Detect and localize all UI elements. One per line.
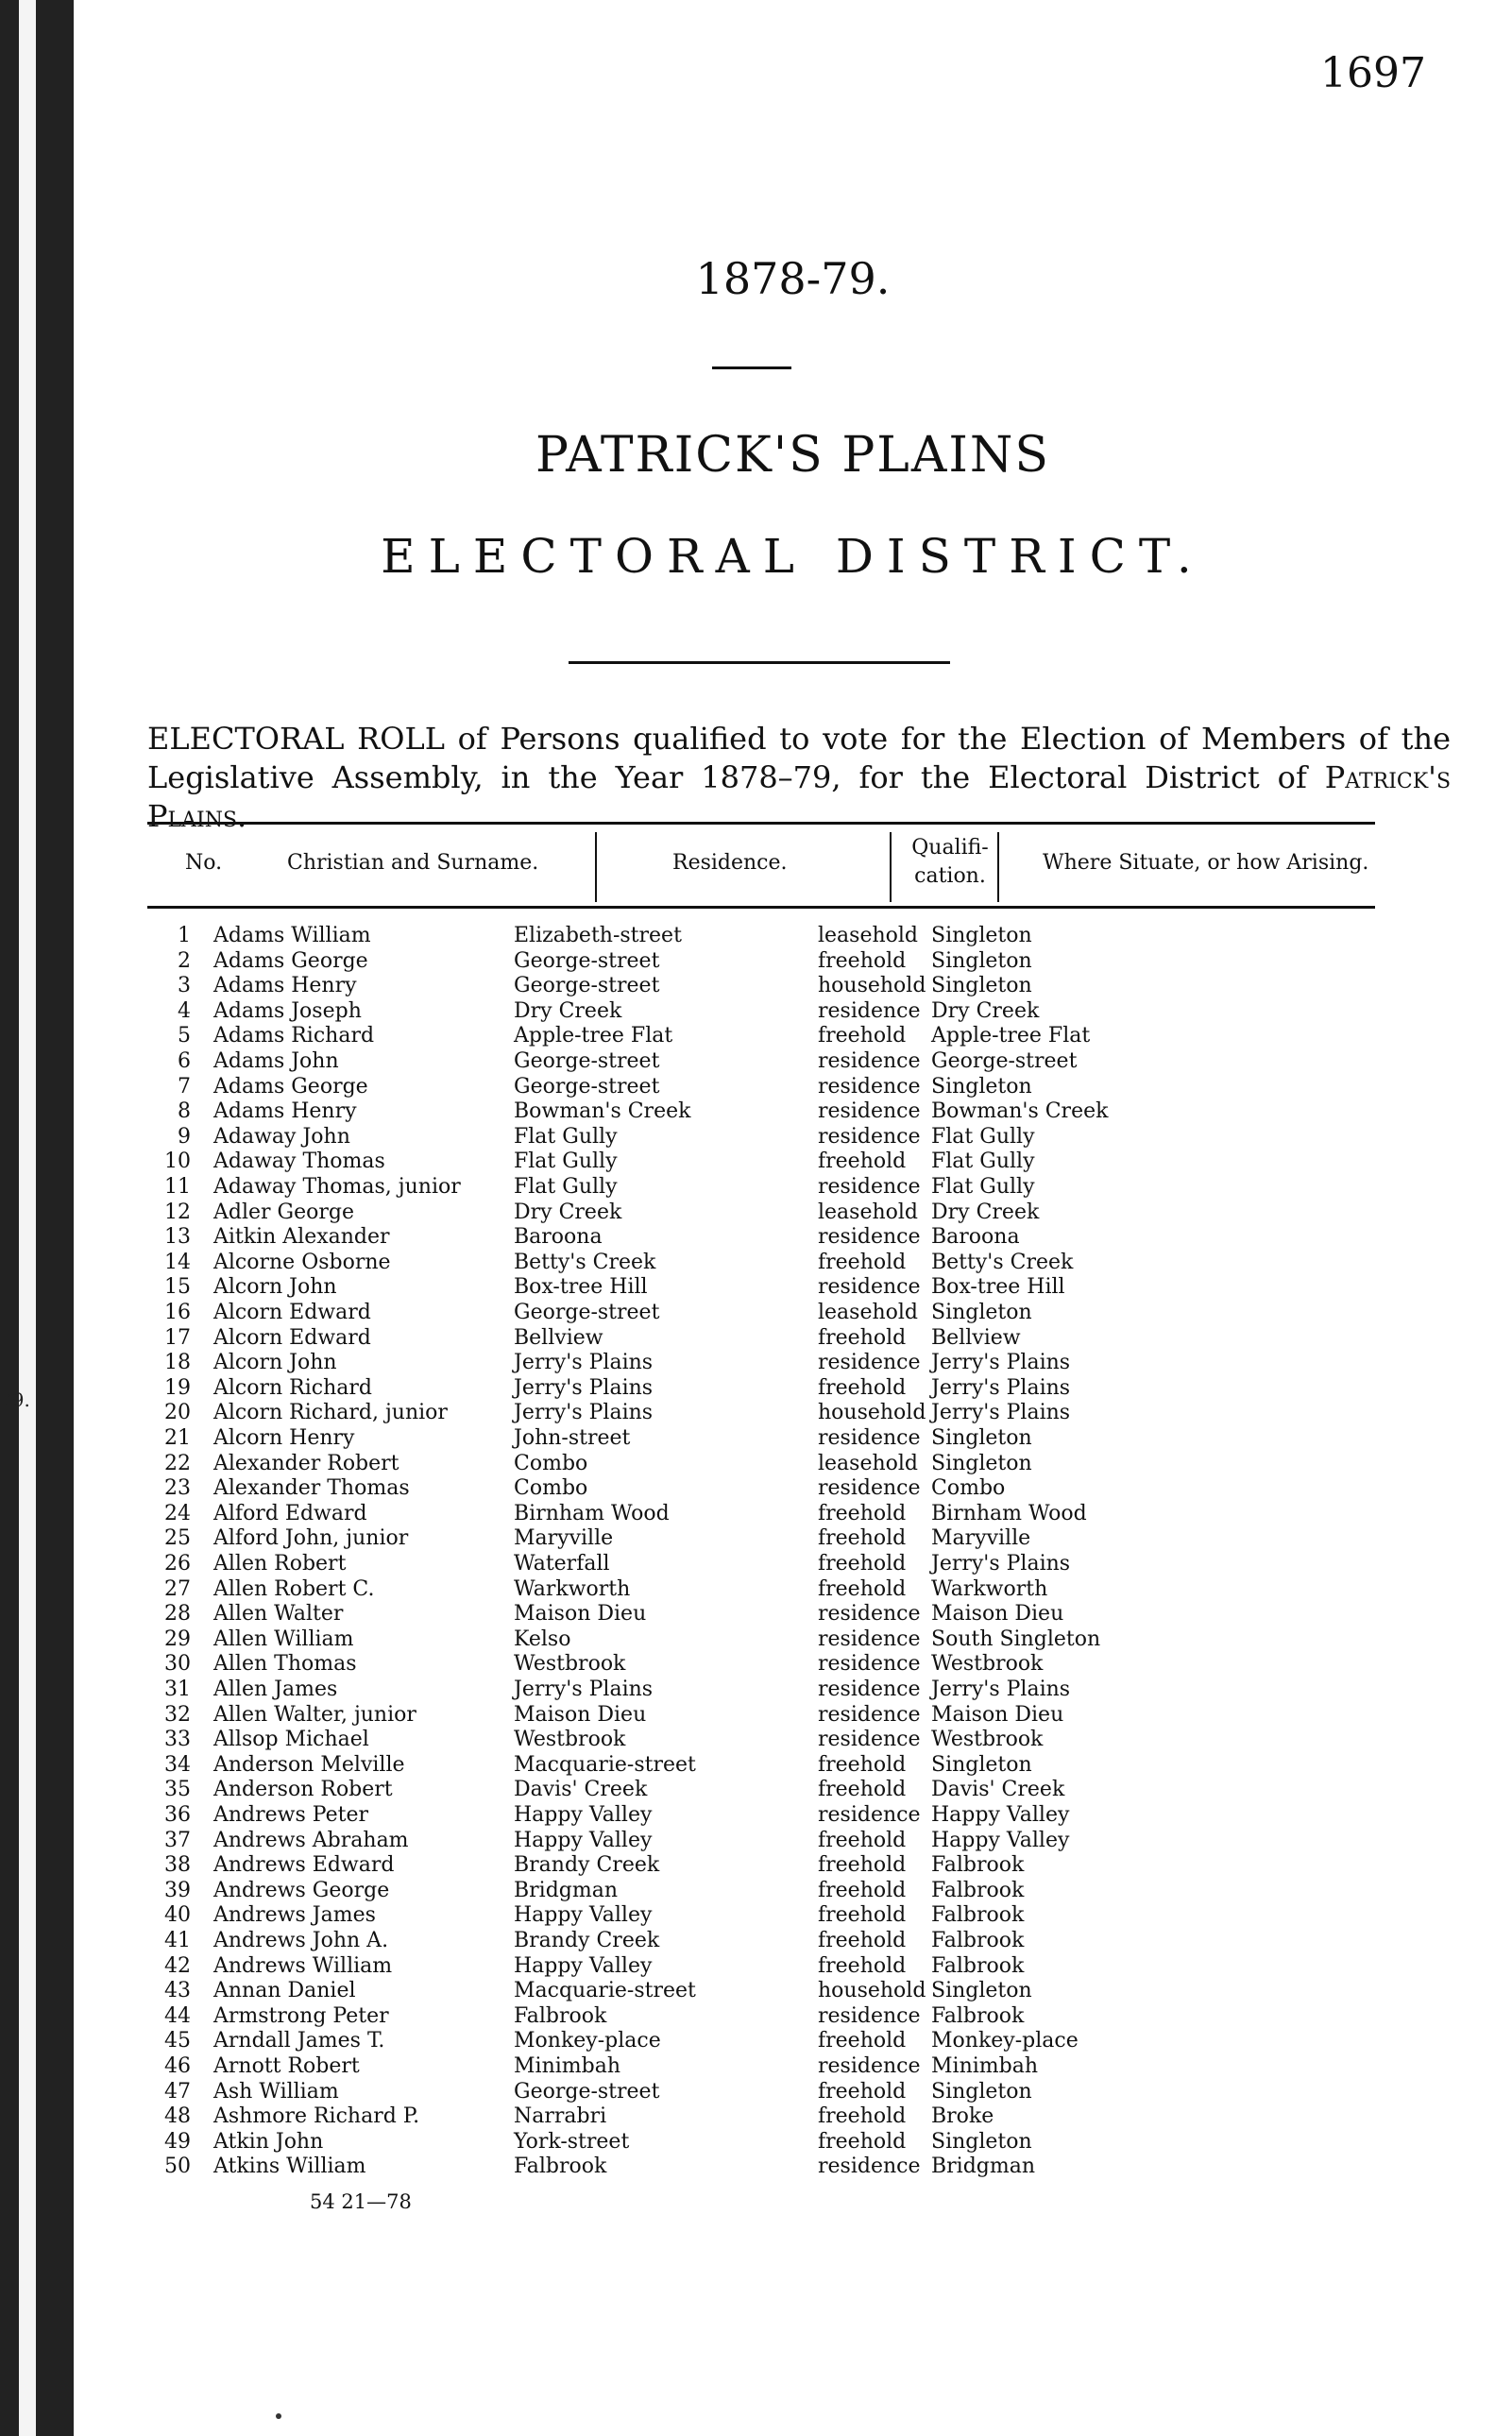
cell-where: Westbrook: [931, 1652, 1044, 1677]
cell-qualification: residence: [818, 1728, 921, 1752]
cell-where: Minimbah: [931, 2054, 1038, 2078]
cell-name: Allen William: [213, 1627, 354, 1651]
header-no: No.: [185, 851, 223, 875]
cell-where: Jerry's Plains: [931, 1401, 1071, 1425]
cell-number: 20: [164, 1401, 191, 1425]
cell-qualification: residence: [818, 1627, 921, 1651]
cell-number: 37: [164, 1828, 191, 1852]
cell-where: Singleton: [931, 924, 1032, 947]
cell-name: Anderson Robert: [213, 1778, 393, 1802]
cell-name: Alcorn Richard: [213, 1375, 372, 1400]
cell-where: Jerry's Plains: [931, 1552, 1071, 1576]
margin-fragment-dot: .: [0, 1450, 7, 1473]
cell-number: 38: [164, 1853, 191, 1878]
cell-residence: George-street: [514, 1301, 660, 1324]
cell-name: Alexander Thomas: [213, 1476, 410, 1501]
cell-number: 3: [178, 974, 191, 998]
cell-where: Jerry's Plains: [931, 1678, 1071, 1701]
cell-number: 6: [178, 1049, 191, 1073]
cell-name: Andrews William: [213, 1953, 393, 1978]
district-subtitle: ELECTORAL DISTRICT.: [381, 529, 1205, 584]
cell-name: Andrews John A.: [213, 1929, 389, 1952]
cell-qualification: freehold: [818, 1953, 907, 1978]
cell-name: Ashmore Richard P.: [213, 2104, 420, 2129]
header-divider: [595, 832, 597, 902]
cell-name: Adaway Thomas, junior: [213, 1175, 461, 1199]
cell-name: Atkin John: [213, 2129, 324, 2154]
cell-where: Singleton: [931, 1426, 1032, 1450]
cell-name: Adaway John: [213, 1124, 350, 1149]
cell-residence: Jerry's Plains: [514, 1375, 654, 1400]
cell-residence: Box-tree Hill: [514, 1275, 648, 1300]
cell-where: Betty's Creek: [931, 1250, 1074, 1274]
cell-qualification: residence: [818, 2155, 921, 2179]
cell-name: Ash William: [213, 2079, 339, 2104]
cell-where: Maison Dieu: [931, 1602, 1064, 1627]
cell-where: Falbrook: [931, 1853, 1025, 1878]
cell-where: Singleton: [931, 1451, 1032, 1475]
cell-name: Adaway Thomas: [213, 1150, 385, 1174]
cell-qualification: leasehold: [818, 924, 919, 947]
cell-where: Apple-tree Flat: [931, 1024, 1091, 1048]
cell-number: 5: [178, 1024, 191, 1048]
cell-qualification: freehold: [818, 2104, 907, 2129]
cell-where: Falbrook: [931, 1878, 1025, 1902]
cell-name: Adams John: [213, 1049, 339, 1073]
cell-number: 2: [178, 948, 191, 973]
cell-number: 36: [164, 1803, 191, 1827]
cell-number: 40: [164, 1903, 191, 1928]
header-residence: Residence.: [672, 851, 788, 875]
cell-number: 15: [164, 1275, 191, 1300]
cell-number: 27: [164, 1576, 191, 1601]
cell-where: Singleton: [931, 2129, 1032, 2154]
cell-number: 35: [164, 1778, 191, 1802]
cell-number: 34: [164, 1752, 191, 1777]
margin-fragment-year: 79.: [0, 1388, 30, 1411]
long-rule: [569, 661, 950, 664]
cell-qualification: residence: [818, 2054, 921, 2078]
cell-qualification: freehold: [818, 2029, 907, 2053]
header-divider: [890, 832, 892, 902]
cell-residence: Davis' Creek: [514, 1778, 648, 1802]
cell-residence: Birnham Wood: [514, 1501, 670, 1525]
cell-residence: Macquarie-street: [514, 1979, 696, 2003]
cell-qualification: residence: [818, 1175, 921, 1199]
cell-residence: Bellview: [514, 1325, 603, 1350]
cell-name: Adams George: [213, 1074, 368, 1099]
cell-residence: Happy Valley: [514, 1953, 653, 1978]
cell-where: Warkworth: [931, 1576, 1048, 1601]
cell-residence: Bridgman: [514, 1878, 619, 1902]
cell-qualification: freehold: [818, 1325, 907, 1350]
roll-introduction: [147, 720, 1451, 836]
cell-number: 42: [164, 1953, 191, 1978]
cell-name: Allen Walter, junior: [213, 1702, 416, 1727]
cell-where: Jerry's Plains: [931, 1351, 1071, 1375]
cell-residence: Jerry's Plains: [514, 1678, 654, 1701]
cell-residence: George-street: [514, 2079, 660, 2104]
cell-name: Arnott Robert: [213, 2054, 360, 2078]
cell-name: Arndall James T.: [213, 2029, 385, 2053]
cell-residence: Bowman's Creek: [514, 1099, 691, 1124]
page-number: 1697: [1320, 49, 1426, 97]
print-code: 54 21—78: [310, 2190, 412, 2213]
cell-number: 41: [164, 1929, 191, 1952]
cell-residence: Combo: [514, 1451, 588, 1475]
cell-where: Monkey-place: [931, 2029, 1079, 2053]
cell-name: Alford John, junior: [213, 1526, 409, 1551]
document-page: [74, 0, 1512, 2436]
cell-where: Flat Gully: [931, 1124, 1035, 1149]
cell-residence: George-street: [514, 948, 660, 973]
cell-qualification: freehold: [818, 1828, 907, 1852]
cell-where: Singleton: [931, 974, 1032, 998]
cell-qualification: freehold: [818, 1903, 907, 1928]
header-where: Where Situate, or how Arising.: [1043, 851, 1369, 875]
cell-residence: Flat Gully: [514, 1150, 618, 1174]
cell-number: 44: [164, 2003, 191, 2028]
cell-residence: John-street: [514, 1426, 631, 1450]
cell-name: Adams Henry: [213, 974, 357, 998]
cell-number: 49: [164, 2129, 191, 2154]
cell-number: 32: [164, 1702, 191, 1727]
cell-qualification: freehold: [818, 1501, 907, 1525]
cell-name: Alcorn John: [213, 1275, 337, 1300]
cell-residence: Minimbah: [514, 2054, 620, 2078]
left-page-edge-paper: [19, 0, 36, 2436]
cell-number: 46: [164, 2054, 191, 2078]
cell-where: Singleton: [931, 948, 1032, 973]
table-header: [147, 822, 1375, 909]
cell-residence: Westbrook: [514, 1728, 626, 1752]
cell-where: Jerry's Plains: [931, 1375, 1071, 1400]
cell-where: Maison Dieu: [931, 1702, 1064, 1727]
cell-name: Alcorne Osborne: [213, 1250, 391, 1274]
cell-number: 47: [164, 2079, 191, 2104]
cell-name: Alexander Robert: [213, 1451, 399, 1475]
cell-name: Annan Daniel: [213, 1979, 356, 2003]
cell-number: 31: [164, 1678, 191, 1701]
cell-residence: Monkey-place: [514, 2029, 661, 2053]
cell-residence: Westbrook: [514, 1652, 626, 1677]
cell-where: South Singleton: [931, 1627, 1101, 1651]
cell-residence: York-street: [514, 2129, 630, 2154]
cell-qualification: freehold: [818, 2129, 907, 2154]
cell-name: Adams William: [213, 924, 371, 947]
cell-name: Allsop Michael: [213, 1728, 369, 1752]
cell-name: Armstrong Peter: [213, 2003, 389, 2028]
cell-number: 18: [164, 1351, 191, 1375]
cell-where: Combo: [931, 1476, 1006, 1501]
cell-residence: Betty's Creek: [514, 1250, 656, 1274]
cell-qualification: freehold: [818, 1929, 907, 1952]
district-title: PATRICK'S PLAINS: [535, 427, 1051, 484]
ink-speck: [276, 2413, 281, 2419]
cell-where: Baroona: [931, 1225, 1020, 1250]
left-page-edge: [0, 0, 74, 2436]
cell-qualification: residence: [818, 1351, 921, 1375]
cell-where: Birnham Wood: [931, 1501, 1087, 1525]
cell-where: Falbrook: [931, 1903, 1025, 1928]
cell-number: 39: [164, 1878, 191, 1902]
cell-number: 50: [164, 2155, 191, 2179]
cell-qualification: freehold: [818, 1552, 907, 1576]
cell-name: Andrews Abraham: [213, 1828, 409, 1852]
cell-name: Allen Thomas: [213, 1652, 357, 1677]
cell-residence: Maison Dieu: [514, 1602, 647, 1627]
cell-residence: Dry Creek: [514, 998, 622, 1023]
cell-name: Alcorn John: [213, 1351, 337, 1375]
cell-residence: Waterfall: [514, 1552, 610, 1576]
cell-qualification: freehold: [818, 1150, 907, 1174]
cell-where: Bridgman: [931, 2155, 1036, 2179]
cell-name: Alcorn Henry: [213, 1426, 355, 1450]
cell-qualification: freehold: [818, 948, 907, 973]
cell-residence: Combo: [514, 1476, 588, 1501]
cell-number: 43: [164, 1979, 191, 2003]
cell-where: Dry Creek: [931, 998, 1040, 1023]
cell-name: Andrews James: [213, 1903, 376, 1928]
cell-qualification: residence: [818, 1476, 921, 1501]
cell-number: 21: [164, 1426, 191, 1450]
cell-number: 12: [164, 1200, 191, 1224]
cell-qualification: freehold: [818, 2079, 907, 2104]
cell-qualification: freehold: [818, 1375, 907, 1400]
cell-number: 24: [164, 1501, 191, 1525]
intro-text: ELECTORAL ROLL of Persons qualified to vote for the Election of Members of the Legislative Assembly, in the Year 1878–79, for the Electoral District of: [147, 721, 1451, 795]
cell-residence: Falbrook: [514, 2155, 607, 2179]
cell-number: 30: [164, 1652, 191, 1677]
cell-residence: George-street: [514, 1049, 660, 1073]
cell-number: 22: [164, 1451, 191, 1475]
cell-name: Alford Edward: [213, 1501, 367, 1525]
cell-qualification: residence: [818, 1426, 921, 1450]
cell-residence: Jerry's Plains: [514, 1401, 654, 1425]
cell-where: Singleton: [931, 2079, 1032, 2104]
cell-number: 4: [178, 998, 191, 1023]
cell-number: 13: [164, 1225, 191, 1250]
intro-district: Patrick's Plains.: [147, 759, 1452, 834]
cell-number: 16: [164, 1301, 191, 1324]
cell-where: Singleton: [931, 1074, 1032, 1099]
cell-where: Falbrook: [931, 1929, 1025, 1952]
cell-number: 9: [178, 1124, 191, 1149]
cell-number: 19: [164, 1375, 191, 1400]
cell-name: Adams Joseph: [213, 998, 362, 1023]
cell-where: Dry Creek: [931, 1200, 1040, 1224]
cell-name: Adams Henry: [213, 1099, 357, 1124]
cell-qualification: household: [818, 1401, 926, 1425]
cell-residence: Maison Dieu: [514, 1702, 647, 1727]
cell-number: 48: [164, 2104, 191, 2129]
cell-qualification: residence: [818, 1275, 921, 1300]
cell-qualification: leasehold: [818, 1451, 919, 1475]
cell-name: Allen Walter: [213, 1602, 344, 1627]
cell-name: Adler George: [213, 1200, 354, 1224]
cell-number: 23: [164, 1476, 191, 1501]
cell-where: Flat Gully: [931, 1150, 1035, 1174]
cell-number: 8: [178, 1099, 191, 1124]
cell-qualification: residence: [818, 1074, 921, 1099]
cell-residence: Elizabeth-street: [514, 924, 682, 947]
cell-qualification: household: [818, 1979, 926, 2003]
cell-residence: George-street: [514, 974, 660, 998]
cell-name: Andrews Peter: [213, 1803, 369, 1827]
cell-residence: Jerry's Plains: [514, 1351, 654, 1375]
cell-residence: George-street: [514, 1074, 660, 1099]
cell-qualification: freehold: [818, 1778, 907, 1802]
cell-where: Singleton: [931, 1301, 1032, 1324]
cell-name: Adams Richard: [213, 1024, 375, 1048]
cell-name: Adams George: [213, 948, 368, 973]
cell-residence: Warkworth: [514, 1576, 631, 1601]
header-divider: [997, 832, 999, 902]
cell-residence: Flat Gully: [514, 1124, 618, 1149]
cell-name: Alcorn Edward: [213, 1301, 371, 1324]
cell-qualification: residence: [818, 1124, 921, 1149]
cell-residence: Maryville: [514, 1526, 614, 1551]
cell-qualification: residence: [818, 1602, 921, 1627]
cell-qualification: freehold: [818, 1576, 907, 1601]
cell-residence: Brandy Creek: [514, 1853, 660, 1878]
cell-residence: Dry Creek: [514, 1200, 622, 1224]
cell-qualification: residence: [818, 998, 921, 1023]
cell-where: Maryville: [931, 1526, 1031, 1551]
cell-number: 33: [164, 1728, 191, 1752]
cell-where: George-street: [931, 1049, 1078, 1073]
cell-where: Bellview: [931, 1325, 1021, 1350]
cell-where: Happy Valley: [931, 1828, 1070, 1852]
cell-name: Atkins William: [213, 2155, 366, 2179]
cell-name: Allen Robert: [213, 1552, 347, 1576]
cell-name: Alcorn Edward: [213, 1325, 371, 1350]
cell-qualification: freehold: [818, 1250, 907, 1274]
cell-qualification: residence: [818, 1225, 921, 1250]
cell-where: Box-tree Hill: [931, 1275, 1065, 1300]
cell-qualification: household: [818, 974, 926, 998]
roll-year: 1878-79.: [695, 253, 891, 304]
cell-number: 10: [164, 1150, 191, 1174]
cell-number: 29: [164, 1627, 191, 1651]
cell-where: Flat Gully: [931, 1175, 1035, 1199]
cell-residence: Happy Valley: [514, 1903, 653, 1928]
cell-name: Anderson Melville: [213, 1752, 405, 1777]
cell-number: 45: [164, 2029, 191, 2053]
cell-number: 14: [164, 1250, 191, 1274]
cell-where: Broke: [931, 2104, 994, 2129]
cell-number: 7: [178, 1074, 191, 1099]
cell-qualification: residence: [818, 1678, 921, 1701]
cell-where: Bowman's Creek: [931, 1099, 1109, 1124]
cell-where: Singleton: [931, 1979, 1032, 2003]
cell-name: Andrews Edward: [213, 1853, 395, 1878]
cell-where: Falbrook: [931, 1953, 1025, 1978]
cell-name: Allen Robert C.: [213, 1576, 375, 1601]
cell-qualification: residence: [818, 1803, 921, 1827]
cell-residence: Kelso: [514, 1627, 571, 1651]
cell-qualification: freehold: [818, 1853, 907, 1878]
cell-where: Westbrook: [931, 1728, 1044, 1752]
cell-qualification: freehold: [818, 1752, 907, 1777]
cell-qualification: residence: [818, 1099, 921, 1124]
cell-qualification: residence: [818, 1049, 921, 1073]
cell-number: 26: [164, 1552, 191, 1576]
cell-where: Singleton: [931, 1752, 1032, 1777]
cell-name: Allen James: [213, 1678, 338, 1701]
cell-residence: Narrabri: [514, 2104, 607, 2129]
cell-residence: Flat Gully: [514, 1175, 618, 1199]
header-name: Christian and Surname.: [287, 851, 539, 875]
cell-number: 28: [164, 1602, 191, 1627]
cell-where: Falbrook: [931, 2003, 1025, 2028]
cell-qualification: leasehold: [818, 1301, 919, 1324]
cell-qualification: leasehold: [818, 1200, 919, 1224]
short-rule: [712, 366, 791, 369]
cell-residence: Apple-tree Flat: [514, 1024, 673, 1048]
cell-residence: Brandy Creek: [514, 1929, 660, 1952]
cell-qualification: residence: [818, 2003, 921, 2028]
cell-number: 11: [164, 1175, 191, 1199]
cell-number: 17: [164, 1325, 191, 1350]
cell-where: Happy Valley: [931, 1803, 1070, 1827]
cell-residence: Baroona: [514, 1225, 603, 1250]
cell-residence: Happy Valley: [514, 1803, 653, 1827]
cell-qualification: freehold: [818, 1024, 907, 1048]
cell-qualification: freehold: [818, 1526, 907, 1551]
header-qualification: Qualifi- cation.: [911, 836, 989, 888]
cell-name: Aitkin Alexander: [213, 1225, 390, 1250]
cell-number: 1: [178, 924, 191, 947]
cell-name: Alcorn Richard, junior: [213, 1401, 448, 1425]
cell-number: 25: [164, 1526, 191, 1551]
cell-name: Andrews George: [213, 1878, 390, 1902]
cell-qualification: freehold: [818, 1878, 907, 1902]
cell-qualification: residence: [818, 1702, 921, 1727]
cell-qualification: residence: [818, 1652, 921, 1677]
cell-where: Davis' Creek: [931, 1778, 1065, 1802]
cell-residence: Macquarie-street: [514, 1752, 696, 1777]
cell-residence: Happy Valley: [514, 1828, 653, 1852]
cell-residence: Falbrook: [514, 2003, 607, 2028]
